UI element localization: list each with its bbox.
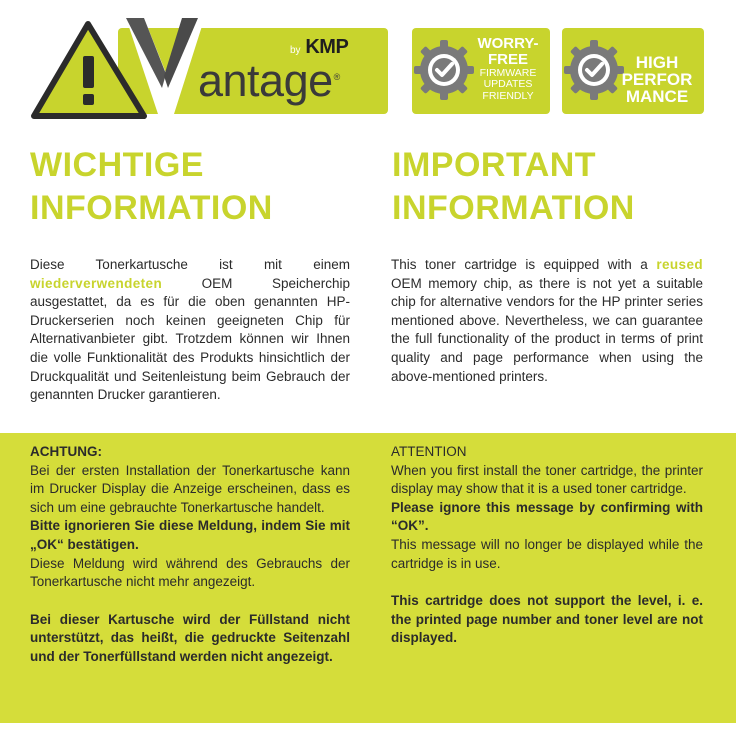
heading-german-line1: WICHTIGE xyxy=(30,146,204,184)
badge-firmware-line4: UPDATES xyxy=(483,78,533,91)
intro-german-paragraph xyxy=(30,256,350,405)
attention-german-p3: Bei dieser Kartusche wird der Füllstand nicht unterstützt, das heißt, die gedruckte Seitenzahl und der Tonerfüllstand werden nicht angezeigt. xyxy=(30,611,350,664)
vantage-v-logo xyxy=(122,18,202,114)
badge-performance-line3: MANCE xyxy=(625,87,689,106)
badge-firmware-text xyxy=(468,36,548,102)
intro-german xyxy=(30,256,350,405)
attention-german xyxy=(30,443,350,667)
attention-english-p3: This cartridge does not support the level, i. e. the printed page number and toner level are not displayed. xyxy=(391,593,703,646)
vantage-wordmark xyxy=(198,55,340,106)
badge-firmware-line3: FIRMWARE xyxy=(479,66,537,79)
badge-firmware-line1: WORRY- xyxy=(477,35,539,52)
vantage-text: antage xyxy=(198,55,333,106)
heading-german xyxy=(30,144,360,230)
intro-english-paragraph xyxy=(391,256,703,386)
by-label: by xyxy=(290,45,301,56)
heading-german-line2: INFORMATION xyxy=(30,189,273,227)
badge-firmware-line5: FRIENDLY xyxy=(482,89,534,102)
attention-german-bold: Bitte ignorieren Sie diese Meldung, indem Sie mit „OK“ bestätigen. xyxy=(30,518,350,552)
heading-english-line1: IMPORTANT xyxy=(392,146,597,184)
intro-german-highlight: wiederverwendeten xyxy=(30,275,163,291)
intro-german-post: OEM Speicherchip ausgestattet, da es für die oben genannten HP-Druckerserien noch keinen geeigneten Chip für Alternativanbieter gibt. Trotzdem können wir Ihnen die volle Funktionalität des Produkts hinsichtlich der Druckqualität und Seitenleistung beim Gebrauch der genannten Drucker garantieren. xyxy=(30,275,350,403)
attention-german-p2: Diese Meldung wird während des Gebrauchs der Tonerkartusche nicht mehr angezeigt. xyxy=(30,555,350,590)
badge-firmware xyxy=(412,28,550,114)
attention-english-p2: This message will no longer be displayed while the cartridge is in use. xyxy=(391,536,703,571)
attention-german-title: ACHTUNG: xyxy=(30,444,102,459)
intro-english-pre: This toner cartridge is equipped with a xyxy=(391,257,648,272)
attention-english-title: ATTENTION xyxy=(391,444,467,459)
heading-english xyxy=(392,144,722,230)
attention-english-p1: When you first install the toner cartridge, the printer display may show that it is a used toner cartridge. xyxy=(391,462,703,497)
attention-german-p1: Bei der ersten Installation der Tonerkartusche kann im Drucker Display die Anzeige erscheinen, dass es sich um eine gebrauchte Tonerkartusche handelt. xyxy=(30,462,350,515)
badge-firmware-line2: FREE xyxy=(487,50,528,68)
spacer xyxy=(30,592,350,611)
registered-mark: ® xyxy=(333,72,340,82)
badge-performance-text xyxy=(612,54,702,105)
badge-performance-line1: HIGH xyxy=(635,53,679,72)
header xyxy=(0,0,736,130)
badge-performance xyxy=(562,28,704,114)
attention-english-bold: Please ignore this message by confirming with “OK”. xyxy=(391,499,703,534)
badge-performance-line2: PERFOR xyxy=(621,70,693,89)
heading-english-line2: INFORMATION xyxy=(392,189,635,227)
intro-english xyxy=(391,256,703,386)
intro-english-highlight: reused xyxy=(656,257,703,272)
kmp-brand: KMP xyxy=(305,36,349,58)
attention-english xyxy=(391,443,703,648)
intro-english-post: OEM memory chip, as there is not yet a suitable chip for alternative vendors for the HP printer series mentioned above. Nevertheless, we can guarantee the full functionality of the product in terms of print quality and page performance when using the above-mentioned printers. xyxy=(391,275,703,384)
gear-check-icon xyxy=(412,38,476,102)
spacer xyxy=(391,573,703,592)
intro-german-pre: Diese Tonerkartusche ist mit einem xyxy=(30,257,350,272)
